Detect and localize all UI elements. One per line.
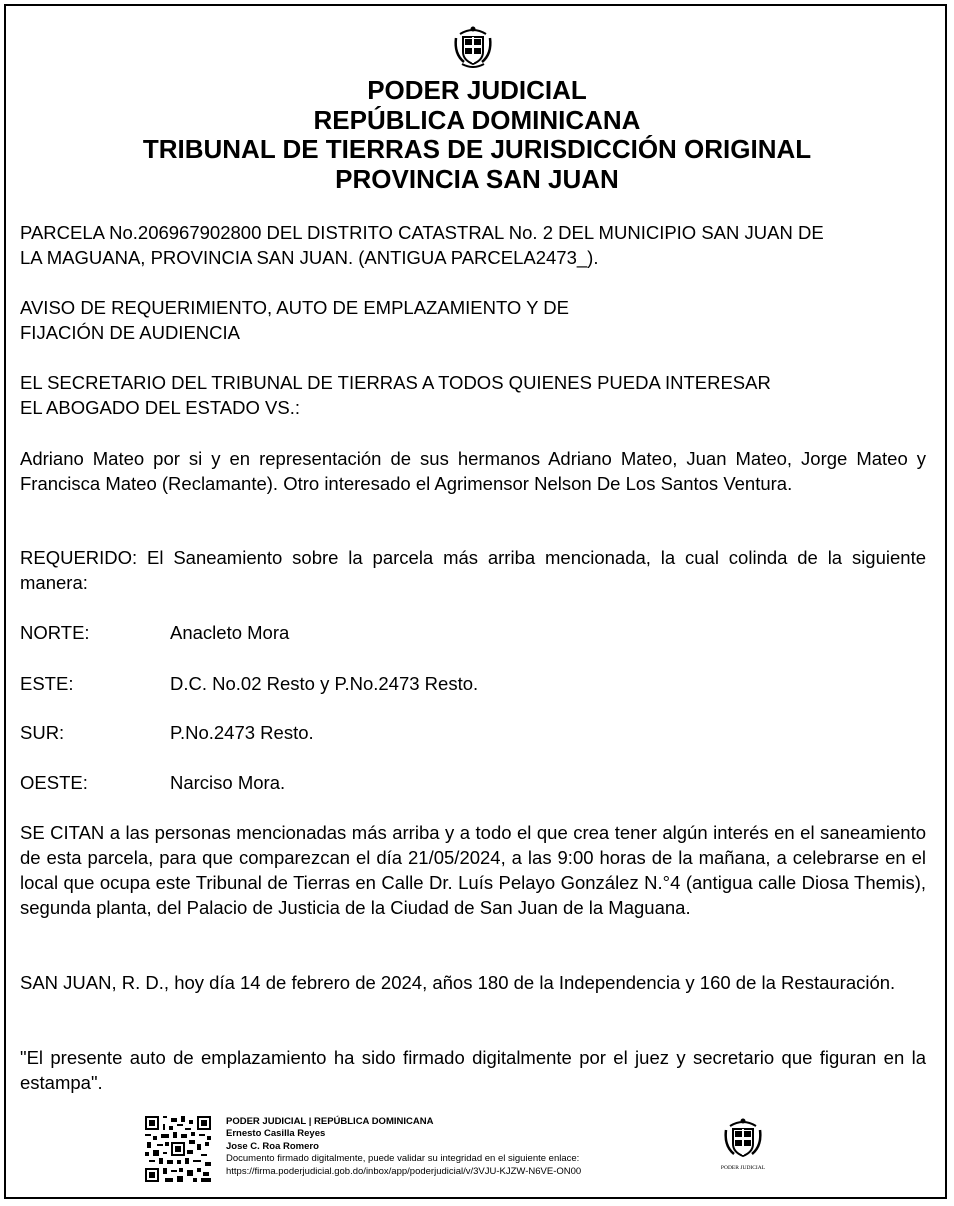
boundary-label-sur: SUR: (20, 722, 65, 743)
header-line-2: REPÚBLICA DOMINICANA (313, 104, 641, 135)
header-line-3: TRIBUNAL DE TIERRAS DE JURISDICCIÓN ORIGINAL (142, 134, 812, 164)
fecha-paragraph: SAN JUAN, R. D., hoy día 14 de febrero de 2024, años 180 de la Independencia y 160 de la Restauración. (20, 972, 896, 993)
parcela-paragraph (20, 220, 926, 270)
secretario-line-2: EL ABOGADO DEL ESTADO VS.: (20, 397, 300, 418)
parties-paragraph: Adriano Mateo por si y en representación de sus hermanos Adriano Mateo, Juan Mateo, Jorge Mateo y Francisca Mateo (Reclamante). Otro interesado el Agrimensor Nelson De Los Santos Ventura. (20, 448, 926, 494)
document-header (0, 76, 954, 194)
signature-note: Documento firmado digitalmente, puede validar su integridad en el siguiente enlace: (226, 1153, 580, 1165)
poder-judicial-seal-icon (722, 1116, 764, 1160)
requerido-paragraph: REQUERIDO: El Saneamiento sobre la parcela más arriba mencionada, la cual colinda de la siguiente manera: (20, 547, 926, 593)
aviso-line-1: AVISO DE REQUERIMIENTO, AUTO DE EMPLAZAMIENTO Y DE (20, 297, 569, 318)
boundary-value-oeste: Narciso Mora. (170, 772, 286, 793)
aviso-paragraph (20, 295, 926, 345)
coat-of-arms-icon (452, 24, 494, 68)
digital-signature-block (226, 1116, 581, 1178)
signature-title: PODER JUDICIAL | REPÚBLICA DOMINICANA (226, 1116, 434, 1127)
poder-judicial-seal (718, 1116, 768, 1176)
secretario-paragraph (20, 370, 926, 420)
validation-link[interactable]: https://firma.poderjudicial.gob.do/inbox/app/poderjudicial/v/3VJU-KJZW-N6VE-ON00 (226, 1165, 582, 1177)
boundary-value-este: D.C. No.02 Resto y P.No.2473 Resto. (170, 673, 479, 694)
boundary-label-este: ESTE: (20, 673, 74, 694)
boundary-label-norte: NORTE: (20, 622, 90, 643)
parcela-line-2: LA MAGUANA, PROVINCIA SAN JUAN. (ANTIGUA PARCELA2473_). (20, 247, 599, 268)
signer-1: Ernesto Casilla Reyes (226, 1128, 326, 1140)
secretario-line-1: EL SECRETARIO DEL TRIBUNAL DE TIERRAS A TODOS QUIENES PUEDA INTERESAR (20, 372, 771, 393)
aviso-line-2: FIJACIÓN DE AUDIENCIA (20, 322, 240, 343)
citan-paragraph: SE CITAN a las personas mencionadas más arriba y a todo el que crea tener algún interés en el saneamiento de esta parcela, para que comparezcan el día 21/05/2024, a las 9:00 horas de la mañana, a celebrarse en el local que ocupa este Tribunal de Tierras en Calle Dr. Luís Pelayo González N.°4 (antigua calle Diosa Themis), segunda planta, del Palacio de Justicia de la Ciudad de San Juan de la Maguana. (20, 822, 926, 918)
boundary-value-norte: Anacleto Mora (170, 622, 290, 643)
qr-code-icon[interactable] (145, 1116, 211, 1182)
signer-2: Jose C. Roa Romero (226, 1140, 319, 1152)
boundary-value-sur: P.No.2473 Resto. (170, 722, 314, 743)
firma-note-paragraph: "El presente auto de emplazamiento ha sido firmado digitalmente por el juez y secretario que figuran en la estampa". (20, 1047, 926, 1093)
header-line-4: PROVINCIA SAN JUAN (335, 163, 619, 194)
boundary-label-oeste: OESTE: (20, 772, 88, 793)
seal-caption: PODER JUDICIAL (720, 1165, 766, 1171)
header-line-1: PODER JUDICIAL (367, 75, 587, 105)
parcela-line-1: PARCELA No.206967902800 DEL DISTRITO CATASTRAL No. 2 DEL MUNICIPIO SAN JUAN DE (20, 222, 824, 243)
